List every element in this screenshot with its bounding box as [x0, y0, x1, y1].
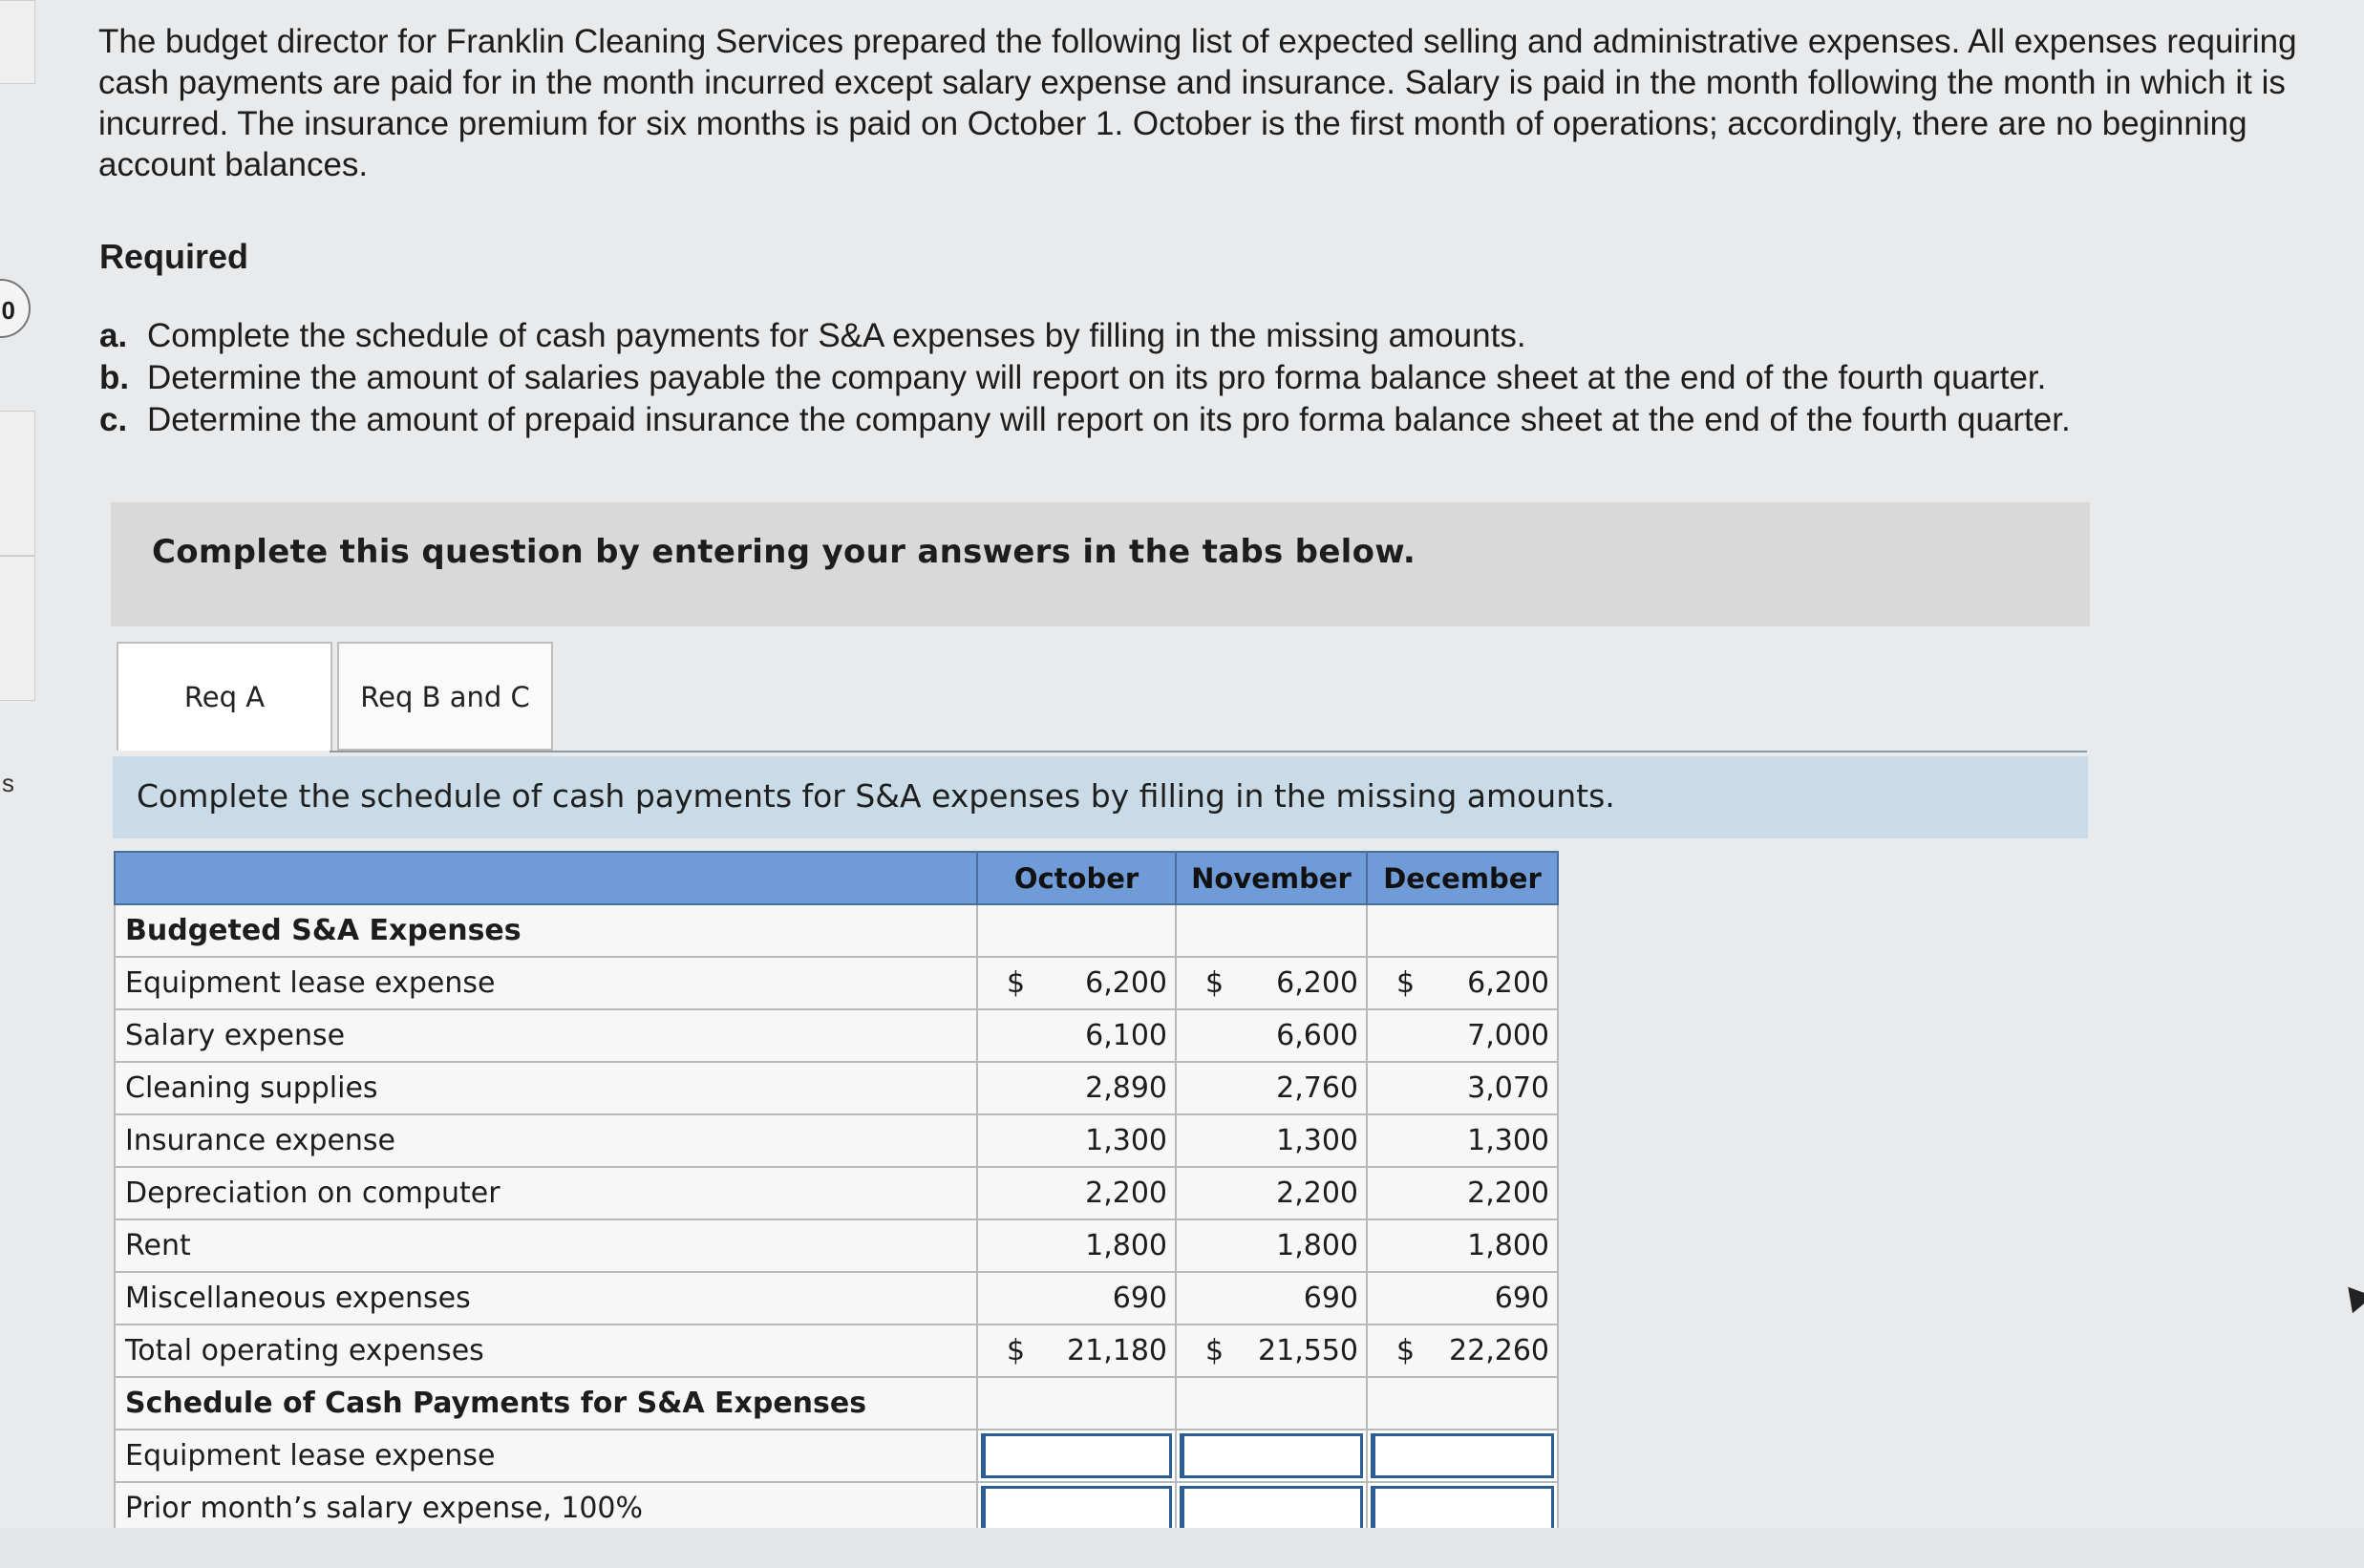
- value-cell: 1,300: [977, 1114, 1176, 1167]
- table-row: [115, 1114, 1558, 1167]
- december-equipment-lease-input[interactable]: [1371, 1433, 1554, 1478]
- input-cell: [1367, 1482, 1558, 1535]
- header-blank: [115, 852, 977, 904]
- input-row: [115, 1482, 1558, 1535]
- input-cell: [1367, 1430, 1558, 1482]
- instruction-text: Complete this question by entering your answers in the tabs below.: [152, 533, 1416, 571]
- row-label: Salary expense: [115, 1009, 977, 1062]
- october-equipment-lease-input[interactable]: [981, 1433, 1172, 1478]
- value-cell: 6,100: [977, 1009, 1176, 1062]
- problem-intro: The budget director for Franklin Cleaning Services prepared the following list of expected selling and administrative expenses. All expenses requiring cash payments are paid for in the month incurred except salary expense and insurance. Salary is paid in the month following the month in which it is incurred. The insurance premium for six months is paid on October 1. October is the first month of operations; accordingly, there are no beginning account balances.: [98, 23, 2297, 183]
- value-cell: $ 6,200: [977, 957, 1176, 1009]
- table-row: [115, 1219, 1558, 1272]
- value-cell: 1,300: [1367, 1114, 1558, 1167]
- value-cell: 2,200: [1176, 1167, 1367, 1219]
- question-number-badge[interactable]: 0: [0, 279, 31, 338]
- row-label: Cleaning supplies: [115, 1062, 977, 1114]
- section-row: [115, 904, 1558, 957]
- requirements-list: [99, 315, 2071, 441]
- value-cell: 6,600: [1176, 1009, 1367, 1062]
- row-label: Insurance expense: [115, 1114, 977, 1167]
- value-cell: 1,800: [1176, 1219, 1367, 1272]
- value-cell: $ 21,550: [1176, 1324, 1367, 1377]
- row-label: Miscellaneous expenses: [115, 1272, 977, 1324]
- panel-header: [113, 756, 2088, 838]
- input-cell: [977, 1482, 1176, 1535]
- row-label: Equipment lease expense: [115, 957, 977, 1009]
- requirement-b: b. Determine the amount of salaries payable the company will report on its pro forma balance sheet at the end of the fourth quarter.: [99, 359, 2047, 396]
- sidebar-box: [0, 0, 35, 84]
- sidebar-box: [0, 411, 35, 556]
- input-cell: [1176, 1482, 1367, 1535]
- value-cell: 690: [977, 1272, 1176, 1324]
- input-cell: [1176, 1430, 1367, 1482]
- value-cell: 1,800: [1367, 1219, 1558, 1272]
- value-cell: 2,200: [977, 1167, 1176, 1219]
- value-cell: 2,760: [1176, 1062, 1367, 1114]
- section-row: [115, 1377, 1558, 1430]
- header-december: December: [1367, 852, 1558, 904]
- input-row: [115, 1430, 1558, 1482]
- row-label: Total operating expenses: [115, 1324, 977, 1377]
- page-bottom-edge: [0, 1528, 2364, 1568]
- table-row: [115, 1272, 1558, 1324]
- row-label: Depreciation on computer: [115, 1167, 977, 1219]
- table-row: [115, 1167, 1558, 1219]
- row-label: Equipment lease expense: [115, 1430, 977, 1482]
- table-row: [115, 957, 1558, 1009]
- value-cell: $ 22,260: [1367, 1324, 1558, 1377]
- value-cell: 690: [1176, 1272, 1367, 1324]
- sa-schedule-table: [114, 851, 1559, 1536]
- value-cell: 7,000: [1367, 1009, 1558, 1062]
- december-prior-salary-input[interactable]: [1371, 1486, 1554, 1531]
- table-row-total: [115, 1324, 1558, 1377]
- value-cell: 690: [1367, 1272, 1558, 1324]
- sidebar-letter: s: [2, 769, 14, 797]
- value-cell: $ 21,180: [977, 1324, 1176, 1377]
- section-title-budgeted: Budgeted S&A Expenses: [115, 904, 977, 957]
- instruction-banner: [111, 502, 2090, 626]
- value-cell: 1,800: [977, 1219, 1176, 1272]
- value-cell: 2,890: [977, 1062, 1176, 1114]
- value-cell: $ 6,200: [1176, 957, 1367, 1009]
- header-november: November: [1176, 852, 1367, 904]
- row-label: Rent: [115, 1219, 977, 1272]
- panel-header-text: Complete the schedule of cash payments for S&A expenses by filling in the missing amounts.: [137, 777, 1615, 815]
- october-prior-salary-input[interactable]: [981, 1486, 1172, 1531]
- value-cell: 2,200: [1367, 1167, 1558, 1219]
- tab-divider: [330, 751, 2087, 752]
- requirement-a: a. Complete the schedule of cash payments for S&A expenses by filling in the missing amounts.: [99, 317, 1526, 354]
- tab-req-b-and-c[interactable]: Req B and C: [337, 642, 553, 751]
- november-equipment-lease-input[interactable]: [1180, 1433, 1363, 1478]
- november-prior-salary-input[interactable]: [1180, 1486, 1363, 1531]
- table-row: [115, 1009, 1558, 1062]
- required-heading: Required: [99, 237, 249, 276]
- requirement-c: c. Determine the amount of prepaid insurance the company will report on its pro forma balance sheet at the end of the fourth quarter.: [99, 401, 2071, 438]
- value-cell: 3,070: [1367, 1062, 1558, 1114]
- left-sidebar-strip: [0, 0, 34, 1568]
- tab-req-a[interactable]: Req A: [117, 642, 332, 751]
- sidebar-box: [0, 556, 35, 701]
- value-cell: 1,300: [1176, 1114, 1367, 1167]
- input-cell: [977, 1430, 1176, 1482]
- header-october: October: [977, 852, 1176, 904]
- section-title-cash-payments: Schedule of Cash Payments for S&A Expenses: [115, 1377, 977, 1430]
- row-label: Prior month’s salary expense, 100%: [115, 1482, 977, 1535]
- value-cell: $ 6,200: [1367, 957, 1558, 1009]
- table-row: [115, 1062, 1558, 1114]
- table-header-row: [115, 852, 1558, 904]
- mouse-cursor-icon: [2338, 1279, 2364, 1313]
